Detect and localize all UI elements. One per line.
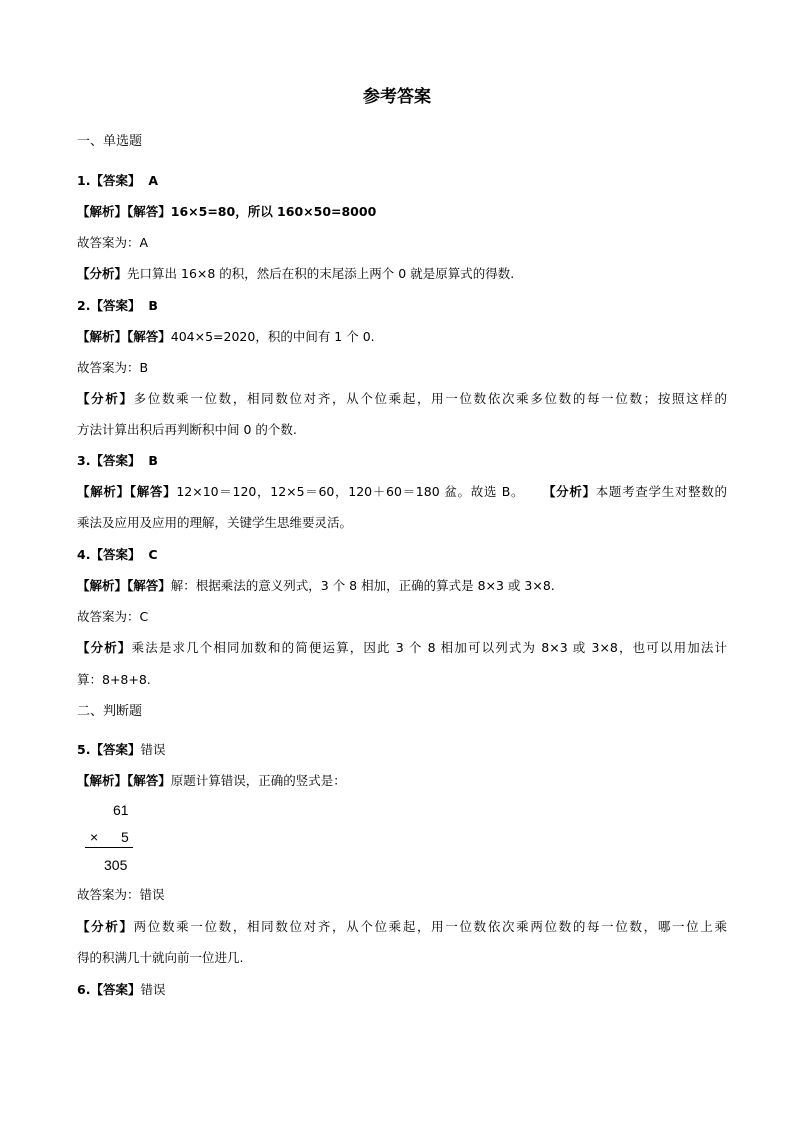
q4-number: 4. (77, 547, 91, 562)
q5-analysis-line-1 (77, 917, 727, 937)
q2-analysis-text-1: 多位数乘一位数，相同数位对齐，从个位乘起，用一位数依次乘多位数的每一位数；按照这样的 (133, 391, 727, 406)
q3-explain-label: 【解析】【解答】 (77, 484, 177, 499)
q1-explain-line (77, 202, 727, 222)
q6-answer-line (77, 980, 727, 1000)
q4-answer-label: 【答案】 (90, 547, 141, 562)
q4-analysis-text-1: 乘法是求几个相同加数和的简便运算，因此 3 个 8 相加可以列式为 8×3 或 3×8，也可以用加法计 (131, 640, 727, 655)
q3-analysis-label: 【分析】 (542, 484, 596, 499)
q1-analysis-line (77, 264, 727, 284)
q5-explain-line (77, 771, 727, 791)
q3-number: 3. (77, 453, 91, 468)
q6-answer-value: 错误 (140, 982, 166, 997)
section-heading-true-false: 二、判断题 (77, 704, 143, 719)
q1-analysis-label: 【分析】 (77, 266, 128, 281)
q4-analysis-label: 【分析】 (77, 640, 132, 655)
vertical-divider-line (85, 847, 133, 848)
q1-number: 1. (77, 173, 91, 188)
q4-so-line (77, 607, 727, 627)
q5-so-line (77, 885, 727, 905)
q2-answer-label: 【答案】 (90, 298, 141, 313)
q4-answer-value: C (148, 547, 158, 562)
q1-answer-line (77, 171, 727, 191)
q5-answer-label: 【答案】 (90, 742, 141, 757)
q2-explain-line (77, 327, 727, 347)
q2-explain-text: 404×5=2020，积的中间有 1 个 0. (170, 329, 375, 344)
q1-answer-label: 【答案】 (90, 173, 141, 188)
q1-explain-label: 【解析】【解答】 (77, 204, 171, 219)
q3-analysis-text-1: 本题考查学生对整数的 (595, 484, 727, 499)
q3-explain-text: 12×10＝120，12×5＝60，120＋60＝180 盆。故选 B。 (176, 484, 525, 499)
q4-explain-label: 【解析】【解答】 (77, 578, 171, 593)
q2-number: 2. (77, 298, 91, 313)
section-heading-single-choice: 一、单选题 (77, 134, 143, 149)
q2-analysis-label: 【分析】 (77, 391, 134, 406)
q5-so-value: 错误 (139, 887, 165, 902)
vertical-top-number: 61 (113, 802, 129, 818)
q4-explain-text: 解：根据乘法的意义列式，3 个 8 相加，正确的算式是 8×3 或 3×8. (170, 578, 555, 593)
q2-explain-label: 【解析】【解答】 (77, 329, 171, 344)
q5-analysis-label: 【分析】 (77, 919, 134, 934)
q3-answer-value: B (148, 453, 158, 468)
q4-so-value: C (139, 609, 149, 624)
q6-number: 6. (77, 982, 91, 997)
q2-so-line (77, 358, 727, 378)
q2-answer-value: B (148, 298, 158, 313)
q5-answer-line (77, 740, 727, 760)
vertical-result: 305 (104, 857, 128, 873)
q5-explain-text: 原题计算错误，正确的竖式是： (170, 773, 346, 788)
q4-analysis-line-2: 算：8+8+8. (77, 672, 151, 687)
times-sign: × (90, 829, 99, 845)
q4-answer-line (77, 545, 727, 565)
page-title: 参考答案 (363, 87, 431, 107)
q1-analysis-text: 先口算出 16×8 的积，然后在积的末尾添上两个 0 就是原算式的得数. (127, 266, 515, 281)
q5-analysis-line-2: 得的积满几十就向前一位进几. (77, 950, 244, 965)
q3-explain-line (77, 482, 727, 502)
q4-analysis-line-1 (77, 638, 727, 658)
q2-so-label: 故答案为： (77, 360, 140, 375)
q1-answer-value: A (148, 173, 159, 188)
q5-answer-value: 错误 (140, 742, 166, 757)
q5-so-label: 故答案为： (77, 887, 140, 902)
q5-analysis-text-1: 两位数乘一位数，相同数位对齐，从个位乘起，用一位数依次乘两位数的每一位数，哪一位上乘 (133, 919, 727, 934)
q1-so-label: 故答案为： (77, 235, 140, 250)
q3-answer-label: 【答案】 (90, 453, 141, 468)
q6-answer-label: 【答案】 (90, 982, 141, 997)
q5-number: 5. (77, 742, 91, 757)
q2-analysis-line-1 (77, 389, 727, 409)
q2-so-value: B (139, 360, 149, 375)
q2-answer-line (77, 296, 727, 316)
q2-analysis-line-2: 方法计算出积后再判断积中间 0 的个数. (77, 422, 297, 437)
q1-explain-text: 16×5=80，所以 160×50=8000 (170, 204, 377, 219)
vertical-multiplier: 5 (121, 829, 129, 845)
q3-analysis-line-2: 乘法及应用及应用的理解，关键学生思维要灵活。 (77, 515, 353, 530)
q4-explain-line (77, 576, 727, 596)
q1-so-value: A (139, 235, 149, 250)
q5-explain-label: 【解析】【解答】 (77, 773, 171, 788)
q1-so-line (77, 233, 727, 253)
q4-so-label: 故答案为： (77, 609, 140, 624)
q3-answer-line (77, 451, 727, 471)
